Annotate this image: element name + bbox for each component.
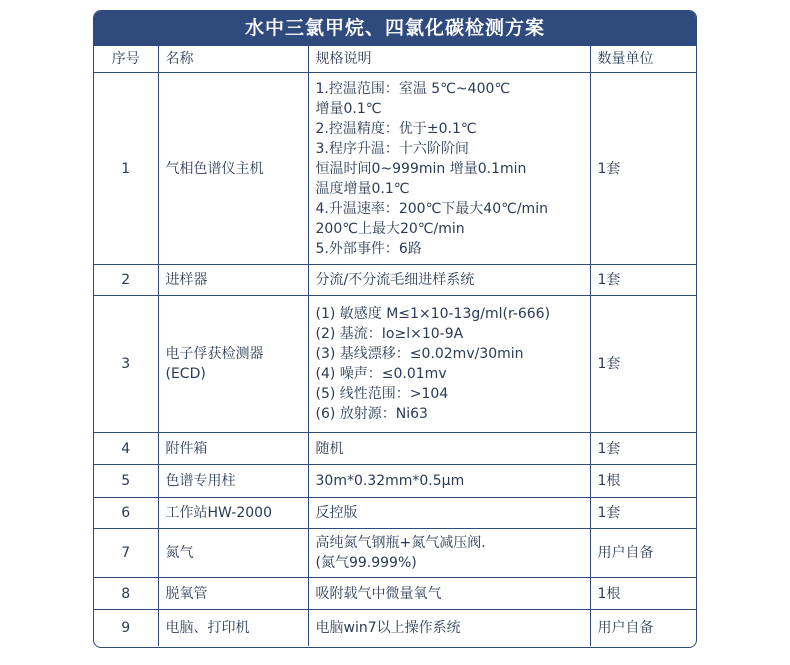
- row-name: [158, 610, 308, 647]
- row-spec: [308, 265, 590, 296]
- spec-line: 3.程序升温：十六阶阶间: [315, 140, 469, 157]
- spec-line: (2) 基流：Io≥l×10-9A: [315, 326, 464, 342]
- row-spec: [308, 296, 590, 433]
- row-spec: [308, 498, 590, 529]
- spec-line: 1.控温范围：室温 5℃~400℃: [315, 80, 511, 97]
- header-spec: 规格说明: [308, 46, 590, 73]
- row-spec: [308, 73, 590, 265]
- table-row: [94, 265, 697, 296]
- spec-line: 反控版: [315, 505, 358, 521]
- row-name: [158, 296, 308, 433]
- spec-line: 30m*0.32mm*0.5μm: [315, 473, 465, 489]
- table-row: [94, 498, 697, 529]
- row-name: [158, 498, 308, 529]
- spec-line: (氮气99.999%): [315, 555, 417, 571]
- row-qty: 1套: [590, 296, 697, 433]
- row-qty: 1套: [590, 265, 697, 296]
- row-name: [158, 578, 308, 610]
- row-qty: 用户自备: [590, 529, 697, 578]
- header-row: [94, 46, 697, 73]
- name-line: 气相色谱仪主机: [165, 160, 264, 177]
- row-qty: 用户自备: [597, 620, 654, 636]
- row-index: 9: [94, 610, 158, 647]
- spec-line: 高纯氮气钢瓶+氮气减压阀.: [315, 535, 486, 551]
- row-spec: [308, 465, 590, 498]
- table-row: [94, 73, 697, 265]
- name-line: (ECD): [165, 366, 206, 382]
- row-qty: 1根: [590, 578, 697, 610]
- row-qty: 1根: [590, 465, 697, 498]
- name-line: 电子俘获检测器: [165, 346, 264, 362]
- table-title: 水中三氯甲烷、四氯化碳检测方案: [94, 11, 696, 46]
- name-line: 进样器: [165, 272, 208, 288]
- spec-line: (3) 基线漂移：≤0.02mv/30min: [315, 346, 524, 362]
- row-index: 1: [94, 73, 158, 265]
- spec-line: 电脑win7以上操作系统: [315, 620, 461, 636]
- row-index: 5: [94, 465, 158, 498]
- row-index: 8: [94, 578, 158, 610]
- row-qty: 1套: [590, 498, 697, 529]
- table-row: [94, 465, 697, 498]
- row-name: [158, 73, 308, 265]
- row-qty: 1套: [590, 433, 697, 465]
- table-row: [94, 433, 697, 465]
- name-line: 电脑、打印机: [165, 620, 250, 636]
- spec-line: 温度增量0.1℃: [315, 180, 410, 197]
- name-line: 脱氧管: [165, 585, 208, 602]
- table-row: [94, 296, 697, 433]
- spec-line: 吸附载气中微量氧气: [315, 585, 442, 602]
- spec-line: 恒温时间0~999min 增量0.1min: [315, 160, 527, 177]
- row-spec: [308, 610, 590, 647]
- scheme-table: [94, 46, 697, 646]
- spec-line: 随机: [315, 440, 344, 457]
- spec-line: (5) 线性范围：>104: [315, 386, 449, 402]
- row-name: [158, 433, 308, 465]
- spec-line: 2.控温精度：优于±0.1℃: [315, 120, 477, 137]
- name-line: 附件箱: [165, 440, 208, 457]
- table-row: [94, 610, 697, 647]
- spec-line: (1) 敏感度 M≤1×10-13g/ml(r-666): [315, 306, 551, 322]
- name-line: 色谱专用柱: [165, 473, 236, 489]
- row-spec: [308, 433, 590, 465]
- spec-line: 增量0.1℃: [315, 100, 382, 117]
- header-name: 名称: [158, 46, 308, 73]
- spec-line: 分流/不分流毛细进样系统: [315, 272, 475, 288]
- table-row: [94, 578, 697, 610]
- row-spec: [308, 529, 590, 578]
- row-name: [158, 265, 308, 296]
- spec-line: 200℃上最大20℃/min: [315, 220, 465, 237]
- row-index: 4: [94, 433, 158, 465]
- name-line: 工作站HW-2000: [165, 505, 272, 521]
- name-line: 氮气: [165, 545, 194, 561]
- table-row: [94, 529, 697, 578]
- row-index: 3: [94, 296, 158, 433]
- row-name: [158, 465, 308, 498]
- spec-line: (6) 放射源：Ni63: [315, 406, 428, 422]
- header-qty: 数量单位: [590, 46, 697, 73]
- row-spec: [308, 578, 590, 610]
- spec-line: 5.外部事件：6路: [315, 240, 422, 257]
- spec-line: 4.升温速率：200℃下最大40℃/min: [315, 200, 548, 217]
- spec-line: (4) 噪声：≤0.01mv: [315, 366, 447, 382]
- row-index: 7: [94, 529, 158, 578]
- row-qty: 1套: [590, 73, 697, 265]
- row-index: 2: [94, 265, 158, 296]
- header-index: 序号: [94, 46, 158, 73]
- scheme-table-card: [93, 10, 697, 648]
- row-index: 6: [94, 498, 158, 529]
- row-name: [158, 529, 308, 578]
